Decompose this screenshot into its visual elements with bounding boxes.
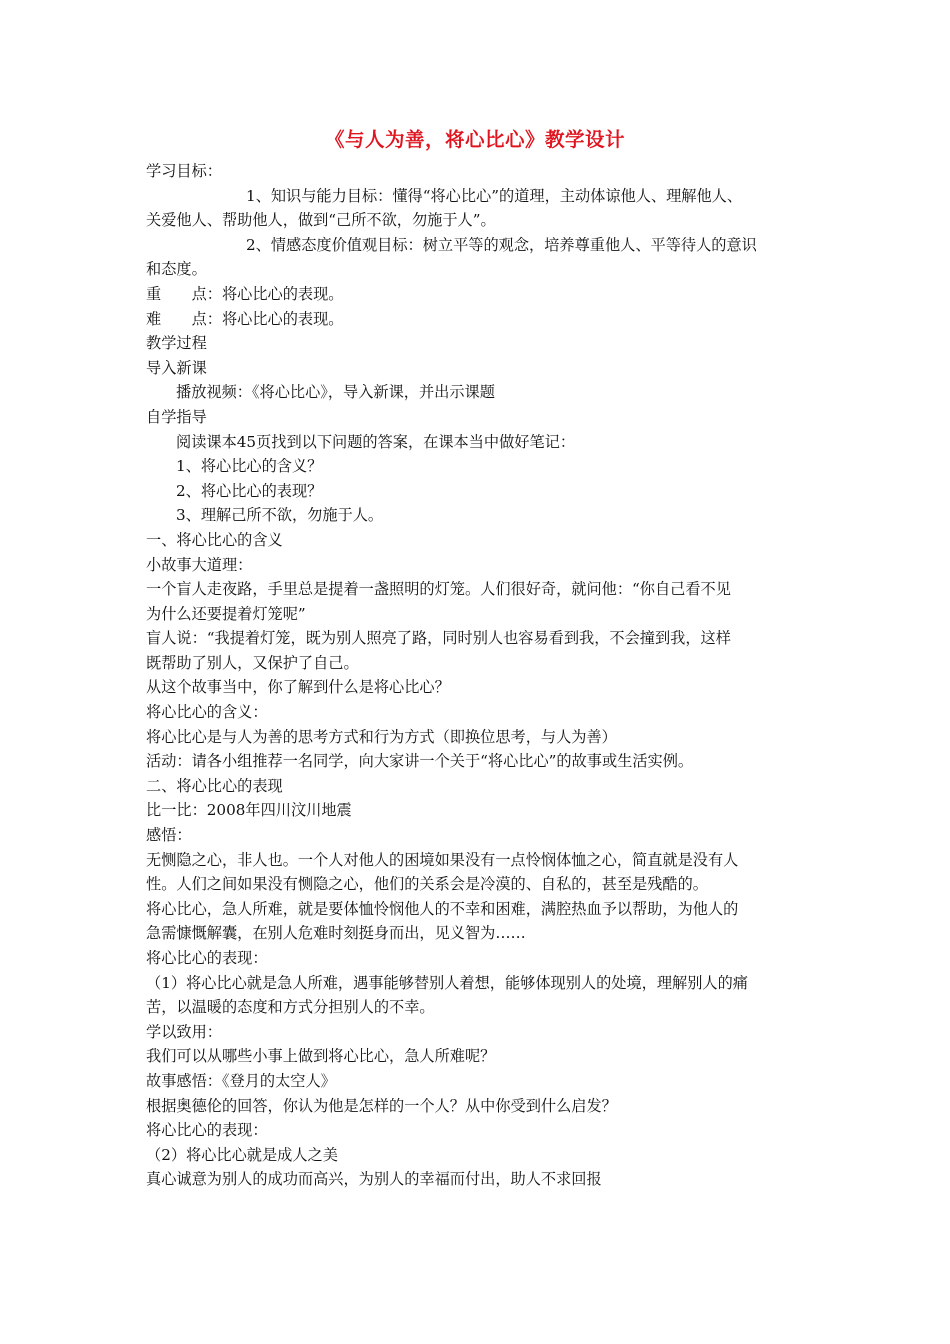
text-line: 关爱他人、帮助他人，做到“己所不欲，勿施于人”。 xyxy=(146,211,496,230)
list-item: 3、理解己所不欲，勿施于人。 xyxy=(176,506,384,525)
section-heading: 自学指导 xyxy=(146,407,207,426)
document-title: 《与人为善，将心比心》教学设计 xyxy=(324,128,625,151)
section-heading: 一、将心比心的含义 xyxy=(146,530,283,549)
text-line: 为什么还要提着灯笼呢” xyxy=(146,604,306,623)
text-line: 我们可以从哪些小事上做到将心比心，急人所难呢？ xyxy=(146,1047,496,1066)
text-line: 急需慷慨解囊，在别人危难时刻挺身而出，见义智为…… xyxy=(146,924,526,943)
text-line: 和态度。 xyxy=(146,260,207,279)
text-line: 学习目标： xyxy=(146,162,222,180)
text-line: 既帮助了别人，又保护了自己。 xyxy=(146,653,359,672)
text-line: 活动：请各小组推荐一名同学，向大家讲一个关于“将心比心”的故事或生活实例。 xyxy=(146,752,694,771)
text-line: 苦，以温暖的态度和方式分担别人的不幸。 xyxy=(146,998,435,1017)
text-line: 播放视频：《将心比心》，导入新课，并出示课题 xyxy=(176,383,495,402)
text-line: 真心诚意为别人的成功而高兴，为别人的幸福而付出，助人不求回报 xyxy=(146,1170,602,1189)
section-heading: 导入新课 xyxy=(146,358,207,377)
text-line: 将心比心的表现： xyxy=(146,1121,268,1140)
text-line: 小故事大道理： xyxy=(146,555,253,574)
text-line: 学以致用： xyxy=(146,1022,222,1041)
text-line: 将心比心的表现： xyxy=(146,949,268,967)
document-body xyxy=(146,159,810,1192)
list-item: 1、将心比心的含义？ xyxy=(176,457,323,476)
text-line: 一个盲人走夜路，手里总是提着一盏照明的灯笼。人们很好奇，就问他：“你自己看不见 xyxy=(146,580,731,599)
text-line: 将心比心是与人为善的思考方式和行为方式（即换位思考，与人为善） xyxy=(146,727,617,746)
text-line: 将心比心的含义： xyxy=(146,703,268,722)
text-line: 故事感悟：《登月的太空人》 xyxy=(146,1071,336,1090)
text-line: （1）将心比心就是急人所难，遇事能够替别人着想，能够体现别人的处境，理解别人的痛 xyxy=(146,973,748,992)
section-heading: 教学过程 xyxy=(146,334,207,353)
text-line: 阅读课本45页找到以下问题的答案，在课本当中做好笔记： xyxy=(176,432,576,451)
text-line: 2、情感态度价值观目标：树立平等的观念，培养尊重他人、平等待人的意识 xyxy=(246,235,757,254)
text-line: 难 点：将心比心的表现。 xyxy=(146,309,344,328)
text-line: 根据奥德伦的回答，你认为他是怎样的一个人？从中你受到什么启发？ xyxy=(146,1096,617,1115)
text-line: 无恻隐之心，非人也。一个人对他人的困境如果没有一点怜悯体恤之心，简直就是没有人 xyxy=(146,850,739,869)
text-line: 性。人们之间如果没有恻隐之心，他们的关系会是冷漠的、自私的，甚至是残酷的。 xyxy=(146,875,708,894)
text-line: 感悟： xyxy=(146,826,192,845)
list-item: 2、将心比心的表现？ xyxy=(176,481,323,500)
section-heading: 二、将心比心的表现 xyxy=(146,776,283,795)
text-line: 重 点：将心比心的表现。 xyxy=(146,284,344,303)
text-line: （2）将心比心就是成人之美 xyxy=(146,1145,338,1164)
text-line: 盲人说：“我提着灯笼，既为别人照亮了路，同时别人也容易看到我，不会撞到我，这样 xyxy=(146,629,731,648)
text-line: 1、知识与能力目标：懂得“将心比心”的道理，主动体谅他人、理解他人、 xyxy=(246,186,743,205)
text-line: 从这个故事当中，你了解到什么是将心比心？ xyxy=(146,678,450,697)
text-line: 比一比：2008年四川汶川地震 xyxy=(146,801,352,820)
text-line: 将心比心，急人所难，就是要体恤怜悯他人的不幸和困难，满腔热血予以帮助，为他人的 xyxy=(146,899,739,918)
